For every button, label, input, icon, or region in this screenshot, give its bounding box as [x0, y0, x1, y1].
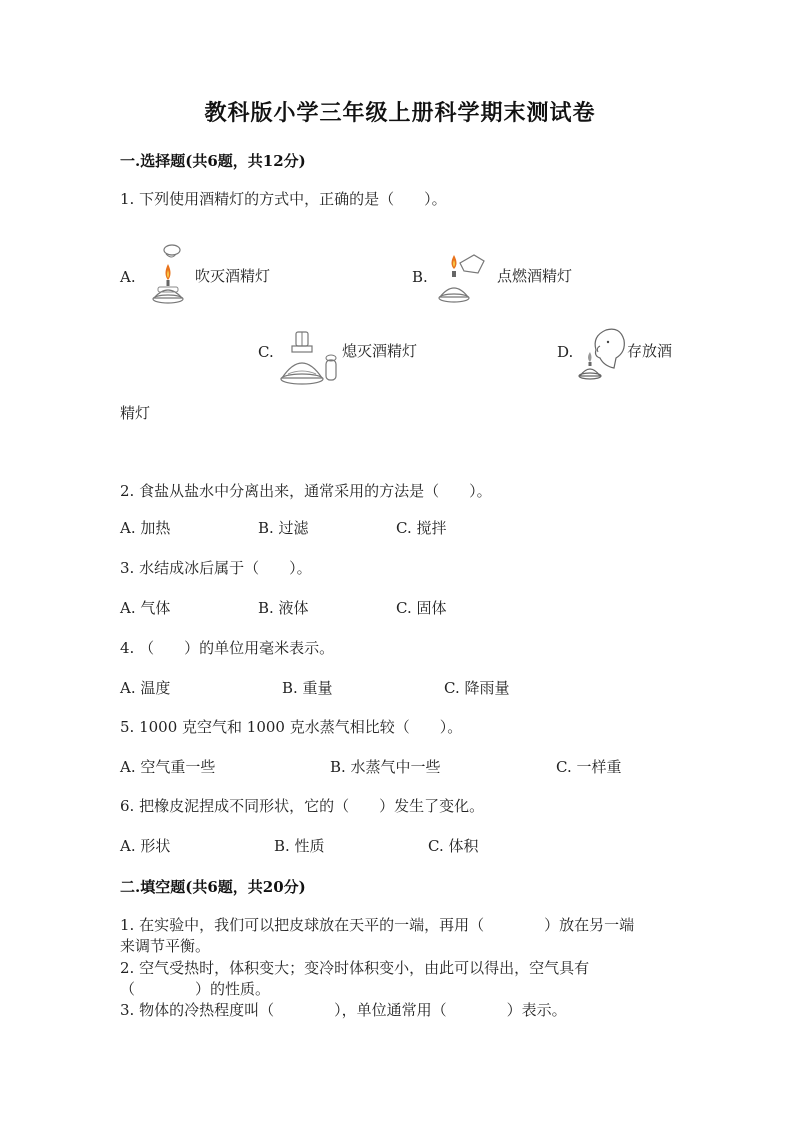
- question-4-stem: 4. （ ）的单位用毫米表示。: [120, 639, 335, 657]
- q5-option-a: A. 空气重一些: [120, 758, 216, 776]
- q1-option-a-letter: A.: [120, 268, 136, 286]
- question-2-stem: 2. 食盐从盐水中分离出来，通常采用的方法是（ ）。: [120, 482, 492, 500]
- q3-option-c: C. 固体: [396, 599, 447, 617]
- q1-option-b-letter: B.: [412, 268, 428, 286]
- q1-option-d-letter: D.: [557, 343, 574, 361]
- fill-question-1-line-1: 1. 在实验中，我们可以把皮球放在天平的一端，再用（ ）放在另一端: [120, 916, 635, 934]
- q1-option-d-text: 存放酒: [627, 342, 673, 360]
- q2-option-c: C. 搅拌: [396, 519, 447, 537]
- q6-option-c: C. 体积: [428, 837, 479, 855]
- lighting-lamp-icon: [436, 245, 488, 303]
- section-heading-fill-blank: 二.填空题(共6题，共20分): [120, 878, 306, 896]
- question-5-stem: 5. 1000 克空气和 1000 克水蒸气相比较（ ）。: [120, 718, 463, 736]
- q5-option-b: B. 水蒸气中一些: [330, 758, 441, 776]
- q1-option-d-text-wrap: 精灯: [120, 404, 151, 422]
- q4-option-c: C. 降雨量: [444, 679, 510, 697]
- question-1-stem: 1. 下列使用酒精灯的方式中，正确的是（ ）。: [120, 190, 447, 208]
- question-3-stem: 3. 水结成冰后属于（ ）。: [120, 559, 312, 577]
- fill-question-2-line-1: 2. 空气受热时，体积变大；变冷时体积变小，由此可以得出，空气具有: [120, 959, 590, 977]
- question-6-stem: 6. 把橡皮泥捏成不同形状，它的（ ）发生了变化。: [120, 797, 485, 815]
- q1-option-b-text: 点燃酒精灯: [497, 267, 573, 285]
- q4-option-a: A. 温度: [120, 679, 171, 697]
- q1-option-c-letter: C.: [258, 343, 274, 361]
- q2-option-b: B. 过滤: [258, 519, 309, 537]
- section-heading-choice: 一.选择题(共6题，共12分): [120, 152, 306, 170]
- q1-option-c-text: 熄灭酒精灯: [342, 342, 418, 360]
- fill-question-2-line-2: （ ）的性质。: [120, 980, 271, 998]
- blowing-out-lamp-icon: [146, 242, 190, 304]
- q3-option-b: B. 液体: [258, 599, 309, 617]
- q6-option-a: A. 形状: [120, 837, 171, 855]
- q2-option-a: A. 加热: [120, 519, 171, 537]
- fill-question-1-line-2: 来调节平衡。: [120, 937, 211, 955]
- q4-option-b: B. 重量: [282, 679, 333, 697]
- page-title: 教科版小学三年级上册科学期末测试卷: [204, 100, 596, 126]
- person-lamp-icon: [576, 326, 628, 380]
- q6-option-b: B. 性质: [274, 837, 325, 855]
- q1-option-a-text: 吹灭酒精灯: [195, 267, 271, 285]
- q5-option-c: C. 一样重: [556, 758, 622, 776]
- fill-question-3: 3. 物体的冷热程度叫（ ），单位通常用（ ）表示。: [120, 1001, 567, 1019]
- q3-option-a: A. 气体: [120, 599, 171, 617]
- capping-lamp-icon: [278, 330, 340, 386]
